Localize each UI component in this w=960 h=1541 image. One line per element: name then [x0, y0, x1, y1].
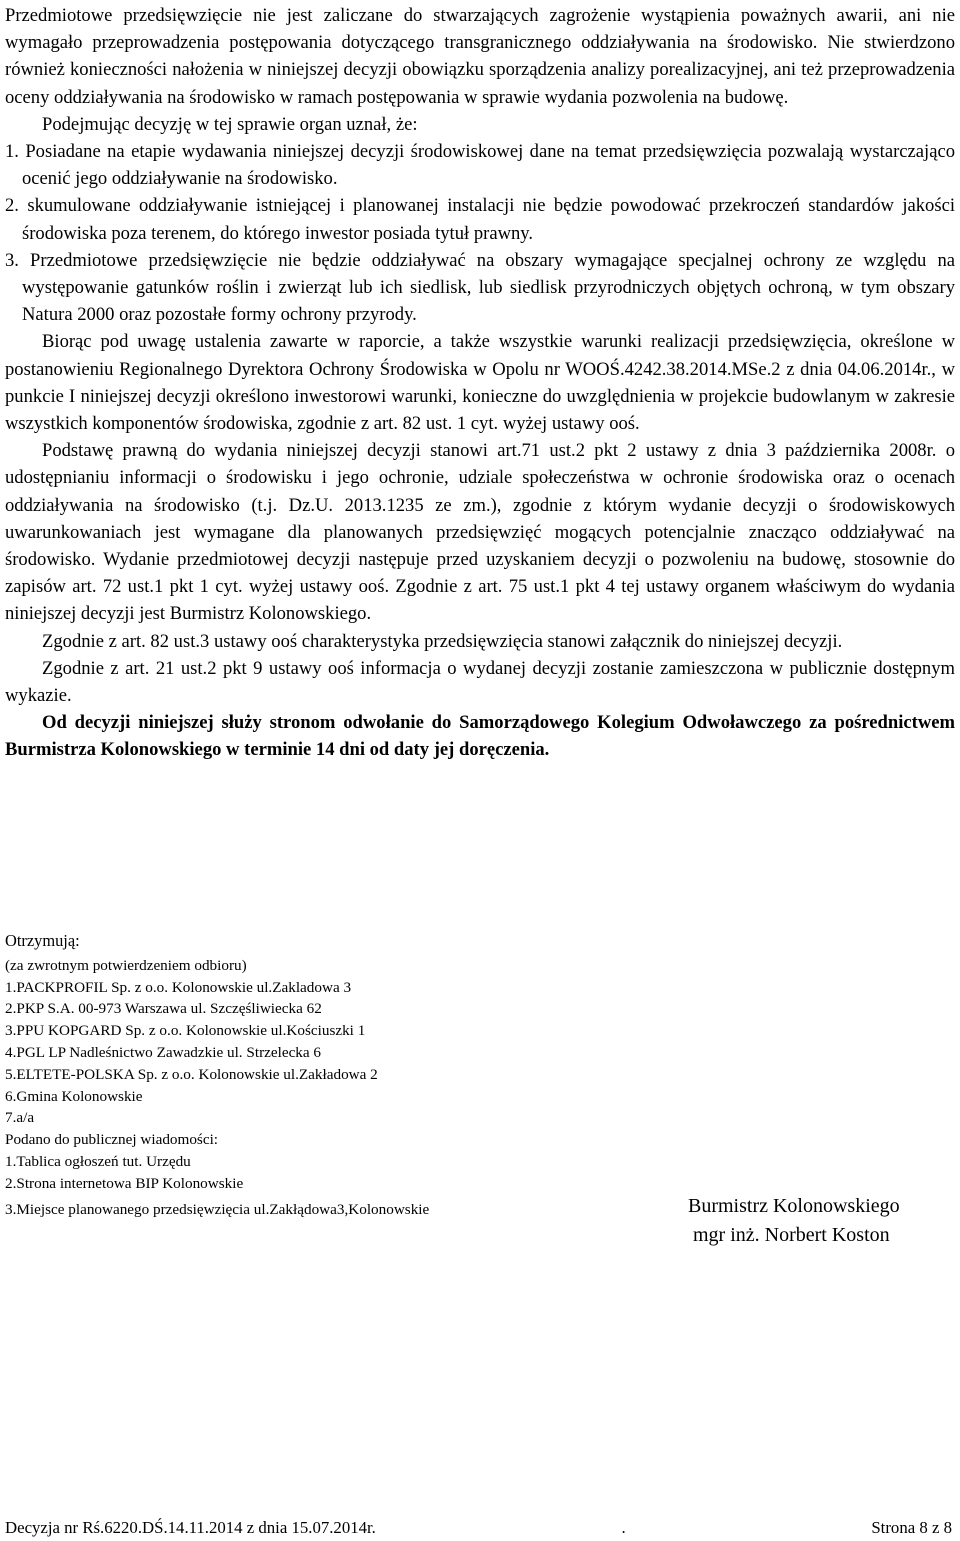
paragraph-attachment: Zgodnie z art. 82 ust.3 ustawy ooś charakterystyka przedsięwzięcia stanowi załącznik do niniejszej decyzji.: [42, 630, 843, 652]
paragraph-appeal-notice: Od decyzji niniejszej służy stronom odwołanie do Samorządowego Kolegium Odwoławczego za pośrednictwem Burmistrza Kolonowskiego w terminie 14 dni od daty jej doręczenia.: [5, 712, 955, 761]
recipient-item: 6.Gmina Kolonowskie: [5, 1087, 143, 1105]
paragraph-conditions: Biorąc pod uwagę ustalenia zawarte w raporcie, a także wszystkie warunki realizacji przedsięwzięcia, określone w postanowieniu Regionalnego Dyrektora Ochrony Środowiska w Opolu nr WOOŚ.4242.38.2014.MSe.2 z dnia 04.06.2014r., w punkcie I niniejszej decyzji określono inwestorowi warunki, konieczne do uwzględnienia w projekcie budowlanym w zakresie wszystkich komponentów środowiska, zgodnie z art. 82 ust. 1 cyt. wyżej ustawy ooś.: [5, 331, 955, 435]
recipient-item: 2.PKP S.A. 00-973 Warszawa ul. Szczęśliwiecka 62: [5, 1000, 322, 1018]
footer-page-number: Strona 8 z 8: [871, 1518, 952, 1537]
recipients-block: [5, 930, 645, 1220]
signature-title: Burmistrz Kolonowskiego: [688, 1195, 900, 1217]
recipients-note: (za zwrotnym potwierdzeniem odbioru): [5, 956, 247, 974]
page-footer: [5, 1518, 952, 1538]
signature-block: [688, 1192, 958, 1250]
finding-item-2: 2. skumulowane oddziaływanie istniejącej i planowanej instalacji nie będzie powodować przekroczeń standardów jakości środowiska poza terenem, do którego inwestor posiada tytuł prawny.: [5, 195, 955, 244]
paragraph-legal-basis: Podstawę prawną do wydania niniejszej decyzji stanowi art.71 ust.2 pkt 2 ustawy z dnia 3 października 2008r. o udostępnianiu informacji o środowisku i jego ochronie, udziale społeczeństwa w ochronie środowiska oraz o ocenach oddziaływania na środowisko (t.j. Dz.U. 2013.1235 ze zm.), zgodnie z którym wydanie decyzji o środowiskowych uwarunkowaniach jest wymagane dla planowanych przedsięwzięć mogących potencjalnie znacząco oddziaływać na środowisko. Wydanie przedmiotowej decyzji następuje przed uzyskaniem decyzji o pozwoleniu na budowę, stosownie do zapisów art. 72 ust.1 pkt 1 cyt. wyżej ustawy ooś. Zgodnie z art. 75 ust.1 pkt 4 tej ustawy organem właściwym do wydania niniejszej decyzji jest Burmistrz Kolonowskiego.: [5, 440, 955, 625]
recipient-item: 5.ELTETE-POLSKA Sp. z o.o. Kolonowskie ul.Zakładowa 2: [5, 1065, 378, 1083]
finding-item-1: 1. Posiadane na etapie wydawania niniejszej decyzji środowiskowej dane na temat przedsięwzięcia pozwalają wystarczająco ocenić jego oddziaływanie na środowisko.: [5, 141, 955, 190]
recipient-item: 3.PPU KOPGARD Sp. z o.o. Kolonowskie ul.Kościuszki 1: [5, 1022, 366, 1040]
footer-separator: .: [621, 1518, 626, 1537]
footer-decision-ref: Decyzja nr Rś.6220.DŚ.14.11.2014 z dnia 15.07.2014r.: [5, 1518, 376, 1537]
recipients-heading: Otrzymują:: [5, 931, 80, 950]
paragraph-no-major-accidents: Przedmiotowe przedsięwzięcie nie jest zaliczane do stwarzających zagrożenie wystąpienia poważnych awarii, ani nie wymagało przeprowadzenia postępowania dotyczącego transgranicznego oddziaływania na środowisko. Nie stwierdzono również konieczności nałożenia w niniejszej decyzji obowiązku sporządzenia analizy porealizacyjnej, ani też przeprowadzenia oceny oddziaływania na środowisko w ramach postępowania w sprawie wydania pozwolenia na budowę.: [5, 5, 955, 108]
paragraph-public-list: Zgodnie z art. 21 ust.2 pkt 9 ustawy ooś informacja o wydanej decyzji zostanie zamieszczona w publicznie dostępnym wykazie.: [5, 657, 955, 707]
signature-name: mgr inż. Norbert Koston: [693, 1224, 890, 1246]
finding-item-3: 3. Przedmiotowe przedsięwzięcie nie będzie oddziaływać na obszary wymagające specjalnej ochrony ze względu na występowanie gatunków roślin i zwierząt lub ich siedlisk, lub siedlisk przyrodniczych objętych ochroną, w tym obszary Natura 2000 oraz pozostałe formy ochrony przyrody.: [5, 249, 955, 326]
decision-body: [5, 2, 955, 764]
paragraph-organ-findings-intro: Podejmując decyzję w tej sprawie organ uznał, że:: [42, 113, 418, 135]
public-notice-item: 1.Tablica ogłoszeń tut. Urzędu: [5, 1152, 191, 1170]
public-notice-item: 2.Strona internetowa BIP Kolonowskie: [5, 1174, 244, 1192]
recipient-item: 7.a/a: [5, 1109, 35, 1127]
recipient-item: 4.PGL LP Nadleśnictwo Zawadzkie ul. Strzelecka 6: [5, 1043, 322, 1061]
public-notice-item: 3.Miejsce planowanego przedsięwzięcia ul.Zakłądowa3,Kolonowskie: [5, 1200, 430, 1218]
public-notice-heading: Podano do publicznej wiadomości:: [5, 1131, 219, 1149]
recipient-item: 1.PACKPROFIL Sp. z o.o. Kolonowskie ul.Zakladowa 3: [5, 978, 352, 996]
